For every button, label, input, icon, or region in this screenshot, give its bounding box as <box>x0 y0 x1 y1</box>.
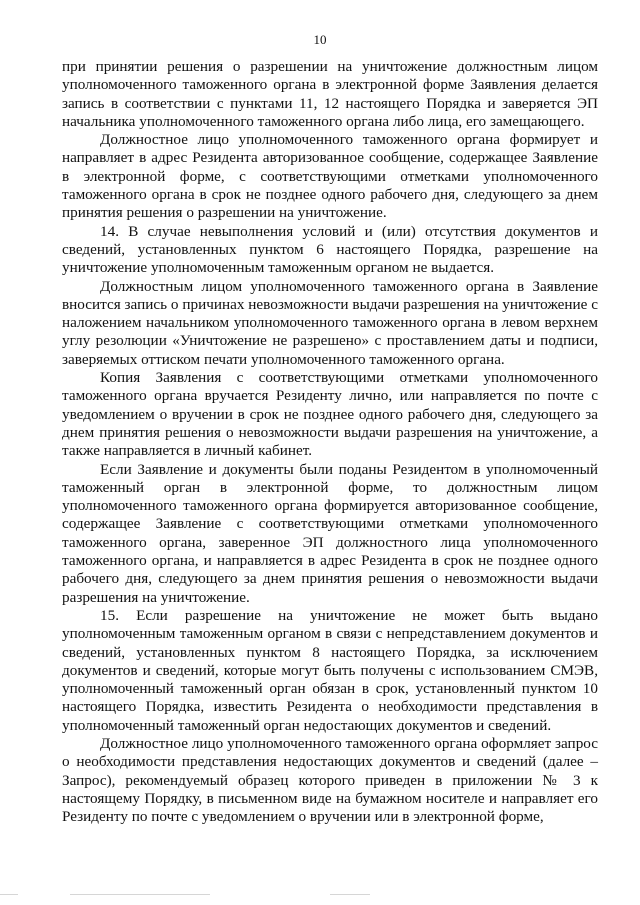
paragraph: Копия Заявления с соответствующими отметками уполномоченного таможенного органа вручается Резиденту лично, или направляется по почте с уведомлением о вручении в срок не позднее одного рабочего дня, следующего за днем принятия решения о невозможности выдачи разрешения на уничтожение, а также направляется в личный кабинет. <box>62 369 598 460</box>
paragraph-item-14: 14. В случае невыполнения условий и (или) отсутствия документов и сведений, установленных пунктом 6 настоящего Порядка, разрешение на уничтожение уполномоченным таможенным органом не выдается. <box>62 222 598 277</box>
paragraph-item-15: 15. Если разрешение на уничтожение не может быть выдано уполномоченным таможенным органом в связи с непредставлением документов и сведений, установленных пунктом 8 настоящего Порядка, за исключением документов и сведений, которые могут быть получены с использованием СМЭВ, уполномоченный таможенный орган обязан в срок, установленный пунктом 10 настоящего Порядка, известить Резидента о необходимости представления в уполномоченный таможенный орган недостающих документов и сведений. <box>62 606 598 734</box>
paragraph: Должностное лицо уполномоченного таможенного органа формирует и направляет в адрес Резидента авторизованное сообщение, содержащее Заявление в электронной форме, с соответствующими отметками уполномоченного таможенного органа в срок не позднее одного рабочего дня, следующего за днем принятия решения о разрешении на уничтожение. <box>62 131 598 222</box>
scan-edge-mark <box>0 894 18 895</box>
paragraph: Должностное лицо уполномоченного таможенного органа оформляет запрос о необходимости представления недостающих документов и сведений (далее – Запрос), рекомендуемый образец которого приведен в приложении № 3 к настоящему Порядку, в письменном виде на бумажном носителе и направляет его Резиденту по почте с уведомлением о вручении или в электронной форме, <box>62 734 598 826</box>
paragraph: Если Заявление и документы были поданы Резидентом в уполномоченный таможенный орган в электронной форме, то должностным лицом уполномоченного таможенного органа формируется авторизованное сообщение, содержащее Заявление с соответствующими отметками уполномоченного таможенного органа, заверенное ЭП должностного лица уполномоченного таможенного органа, и направляется в адрес Резидента в срок не позднее одного рабочего дня, следующего за днем принятия решения о невозможности выдачи разрешения на уничтожение. <box>62 460 598 606</box>
paragraph-continuation: при принятии решения о разрешении на уничтожение должностным лицом уполномоченного таможенного органа в электронной форме Заявления делается запись в соответствии с пунктами 11, 12 настоящего Порядка и заверяется ЭП начальника уполномоченного таможенного органа либо лица, его замещающего. <box>62 58 598 130</box>
page-number: 10 <box>313 32 327 47</box>
scan-edge-mark <box>70 894 210 895</box>
paragraph: Должностным лицом уполномоченного таможенного органа в Заявление вносится запись о причинах невозможности выдачи разрешения на уничтожение с наложением начальником уполномоченного таможенного органа в левом верхнем углу резолюции «Уничтожение не разрешено» с проставлением даты и подписи, заверяемых оттиском печати уполномоченного таможенного органа. <box>62 277 598 368</box>
scan-edge-mark <box>330 894 370 895</box>
document-body <box>62 58 598 826</box>
